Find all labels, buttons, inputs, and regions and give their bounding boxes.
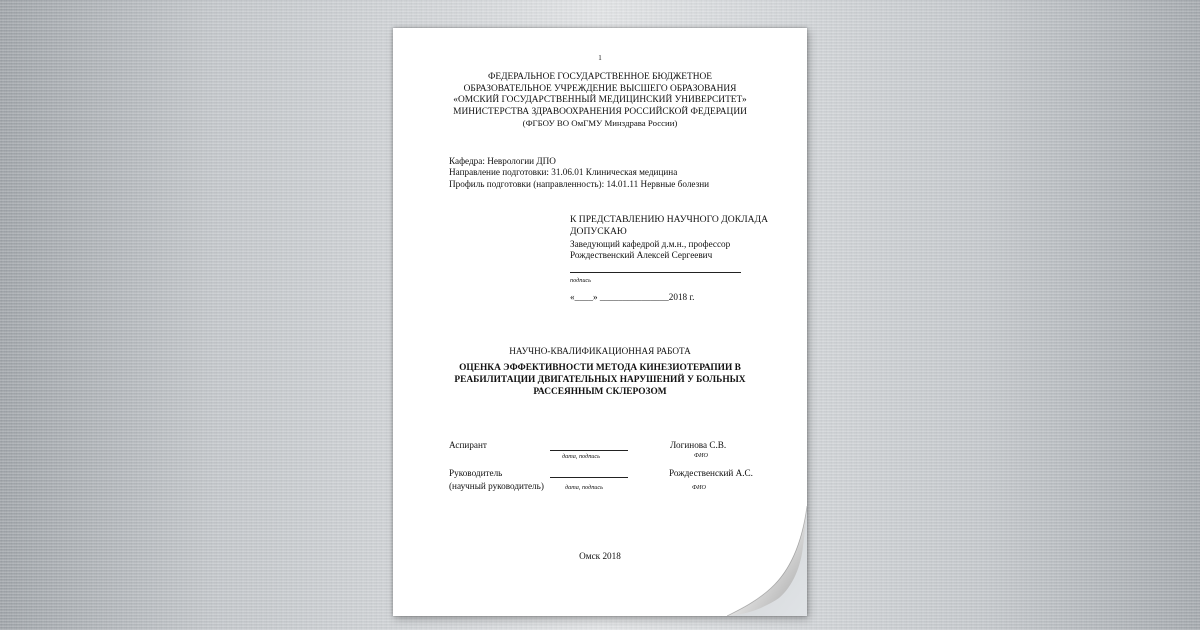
aspirant-date-sign-caption: дата, подпись [562, 453, 600, 460]
approval-line-1: К ПРЕДСТАВЛЕНИЮ НАУЧНОГО ДОКЛАДА [570, 214, 769, 225]
work-type: НАУЧНО-КВАЛИФИКАЦИОННАЯ РАБОТА [509, 346, 691, 356]
header-line-5: (ФГБОУ ВО ОмГМУ Минздрава России) [522, 118, 678, 129]
profile-line: Профиль подготовки (направленность): 14.01.11 Нервные болезни [449, 178, 710, 189]
direction-line: Направление подготовки: 31.06.01 Клиническая медицина [449, 167, 678, 178]
supervisor-sign-rule [550, 477, 628, 478]
supervisor-name: Рождественский А.С. [669, 468, 753, 478]
supervisor-fio-caption: ФИО [692, 484, 706, 491]
page-number: 1 [598, 54, 602, 62]
footer-city-year: Омск 2018 [579, 551, 621, 561]
header-line-2: ОБРАЗОВАТЕЛЬНОЕ УЧРЕЖДЕНИЕ ВЫСШЕГО ОБРАЗОВАНИЯ [463, 83, 737, 94]
aspirant-label: Аспирант [449, 440, 487, 450]
signature-rule [570, 272, 741, 273]
title-line-3: РАССЕЯННЫМ СКЛЕРОЗОМ [533, 386, 667, 397]
thesis-title [393, 363, 807, 398]
supervisor-sub-label: (научный руководитель) [449, 481, 544, 491]
document-page [393, 28, 807, 616]
title-line-2: РЕАБИЛИТАЦИИ ДВИГАТЕЛЬНЫХ НАРУШЕНИЙ У БОЛЬНЫХ [454, 374, 746, 385]
department-line: Кафедра: Неврологии ДПО [449, 156, 556, 166]
approval-line-3: Заведующий кафедрой д.м.н., профессор [570, 238, 731, 249]
institution-header [393, 72, 807, 130]
aspirant-sign-rule [550, 450, 628, 451]
approval-line-2: ДОПУСКАЮ [570, 226, 627, 238]
aspirant-fio-caption: ФИО [694, 452, 708, 459]
approval-block [570, 214, 768, 262]
page-curl-icon [727, 506, 807, 616]
header-line-1: ФЕДЕРАЛЬНОЕ ГОСУДАРСТВЕННОЕ БЮДЖЕТНОЕ [488, 72, 712, 82]
supervisor-label: Руководитель [449, 468, 503, 478]
aspirant-name: Логинова С.В. [670, 440, 727, 450]
header-line-4: МИНИСТЕРСТВА ЗДРАВООХРАНЕНИЯ РОССИЙСКОЙ ФЕДЕРАЦИИ [453, 106, 747, 117]
approval-date-line: «____» _______________2018 г. [570, 292, 695, 302]
program-info [449, 156, 709, 190]
approval-line-4: Рождественский Алексей Сергеевич [570, 250, 713, 261]
header-line-3: «ОМСКИЙ ГОСУДАРСТВЕННЫЙ МЕДИЦИНСКИЙ УНИВЕРСИТЕТ» [453, 95, 747, 106]
signature-caption: подпись [570, 277, 591, 284]
title-line-1: ОЦЕНКА ЭФФЕКТИВНОСТИ МЕТОДА КИНЕЗИОТЕРАПИИ В [459, 363, 741, 373]
supervisor-date-sign-caption: дата, подпись [565, 484, 603, 491]
